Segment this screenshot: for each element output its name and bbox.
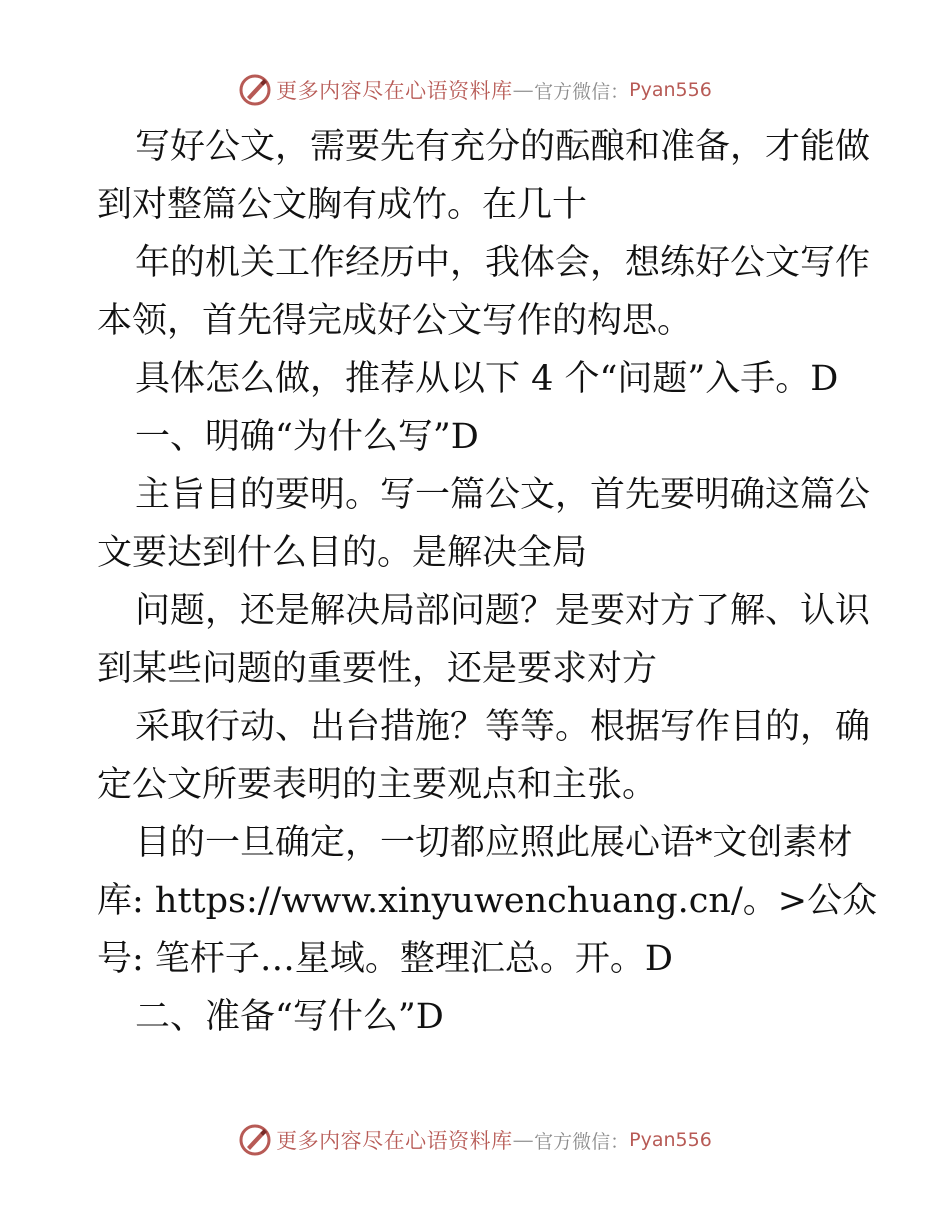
paragraph-continuation — [97, 292, 857, 350]
paragraph — [97, 814, 857, 872]
text-line: 定公文所要表明的主要观点和主张。 — [97, 765, 658, 805]
header-watermark — [0, 70, 950, 110]
pen-logo-icon — [238, 1123, 272, 1157]
footer-watermark — [0, 1120, 950, 1160]
paragraph — [97, 698, 871, 756]
text-line: 采取行动、出台措施？等等。根据写作目的，确 — [135, 707, 871, 747]
paragraph-continuation — [97, 930, 857, 988]
text-line: 具体怎么做，推荐从以下 4 个“问题”入手。D — [135, 359, 839, 399]
watermark-dash: — — [512, 78, 535, 102]
paragraph-continuation — [97, 756, 857, 814]
watermark-sub-text: 官方微信： — [534, 1130, 630, 1153]
paragraph — [97, 234, 871, 292]
text-line: 本领，首先得完成好公文写作的构思。 — [97, 301, 693, 341]
paragraph — [97, 582, 871, 640]
section-heading — [97, 408, 857, 466]
text-line: 一、明确“为什么写”D — [135, 417, 479, 457]
text-line: 问题，还是解决局部问题？是要对方了解、认识 — [135, 591, 871, 631]
text-line: 目的一旦确定，一切都应照此展心语*文创素材 — [135, 823, 853, 863]
paragraph — [97, 350, 857, 408]
paragraph — [97, 118, 871, 176]
text-line: 年的机关工作经历中，我体会，想练好公文写作 — [135, 243, 871, 283]
text-line: 到某些问题的重要性，还是要求对方 — [97, 649, 658, 689]
watermark-main-text: 更多内容尽在心语资料库 — [276, 1129, 513, 1153]
text-line: 库: https://www.xinyuwenchuang.cn/。>公众 — [97, 881, 878, 921]
text-line: 主旨目的要明。写一篇公文，首先要明确这篇公 — [135, 475, 871, 515]
paragraph-continuation — [97, 176, 857, 234]
text-line: 二、准备“写什么”D — [135, 997, 444, 1037]
text-line: 写好公文，需要先有充分的酝酿和准备，才能做 — [135, 127, 871, 167]
paragraph-continuation — [97, 524, 857, 582]
watermark-main-text: 更多内容尽在心语资料库 — [276, 79, 513, 103]
paragraph-continuation — [97, 872, 878, 930]
pen-logo-icon — [238, 73, 272, 107]
paragraph-continuation — [97, 640, 857, 698]
watermark-sub-text: 官方微信： — [534, 80, 630, 103]
paragraph — [97, 466, 871, 524]
watermark-dash: — — [512, 1128, 535, 1152]
document-body — [97, 118, 878, 1046]
text-line: 到对整篇公文胸有成竹。在几十 — [97, 185, 588, 225]
watermark-id-text: Pyan556 — [629, 1129, 712, 1151]
text-line: 号: 笔杆子…星域。整理汇总。开。D — [97, 939, 673, 979]
text-line: 文要达到什么目的。是解决全局 — [97, 533, 588, 573]
watermark-id-text: Pyan556 — [629, 79, 712, 101]
section-heading — [97, 988, 857, 1046]
